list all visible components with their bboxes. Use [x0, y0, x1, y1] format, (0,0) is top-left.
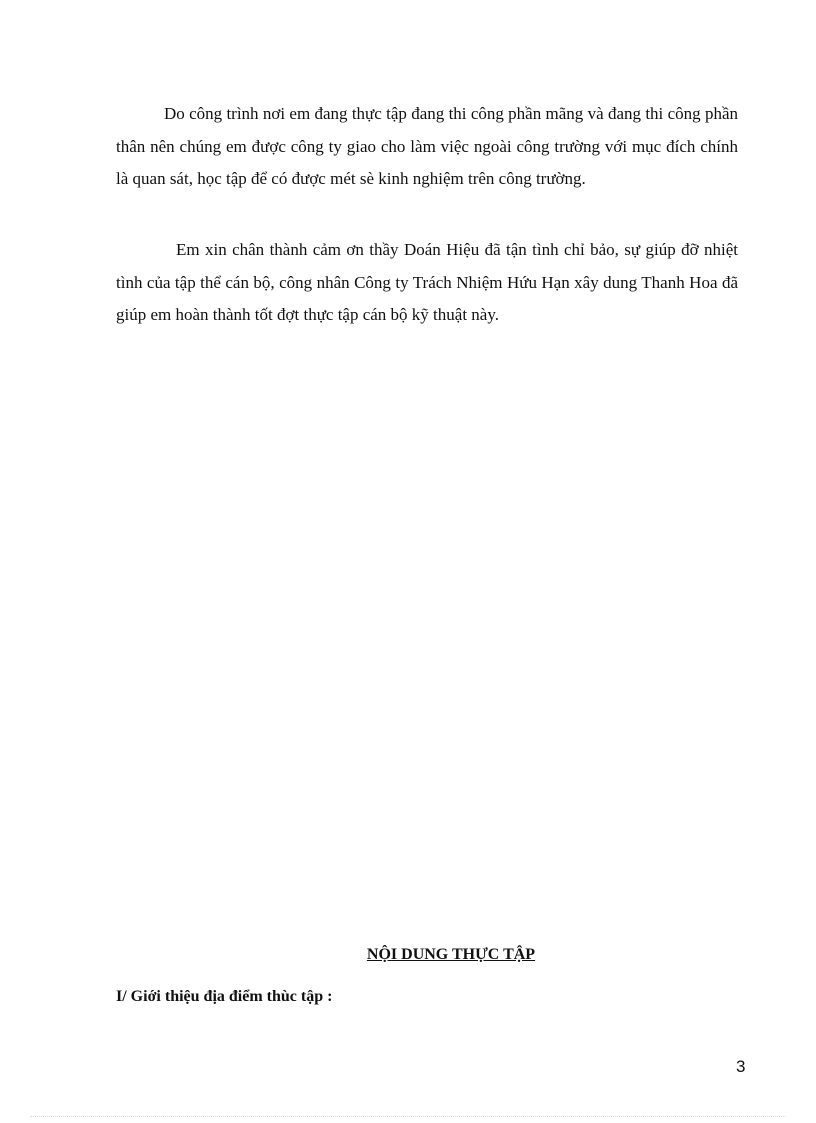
page-number: 3 — [736, 1057, 746, 1076]
section-title: NỘI DUNG THỰC TẬP — [366, 946, 536, 963]
paragraph-acknowledgement: Em xin chân thành cảm ơn thầy Doán Hiệu đã tận tình chỉ bảo, sự giúp đỡ nhiệt tình của tập thể cán bộ, công nhân Công ty Trách Nhiệm Hứu Hạn xây dung Thanh Hoa đã giúp em hoàn thành tốt đợt thực tập cán bộ kỹ thuật này. — [116, 240, 738, 324]
paragraph-work-context: Do công trình nơi em đang thực tập đang thi công phần mãng và đang thi công phần thân nên chúng em được công ty giao cho làm việc ngoài công trường với mục đích chính là quan sát, học tập để có được mét sè kinh nghiệm trên công trường. — [116, 104, 738, 188]
footer-divider — [30, 1116, 786, 1117]
section-heading: I/ Giới thiệu địa điểm thùc tập : — [116, 988, 333, 1005]
